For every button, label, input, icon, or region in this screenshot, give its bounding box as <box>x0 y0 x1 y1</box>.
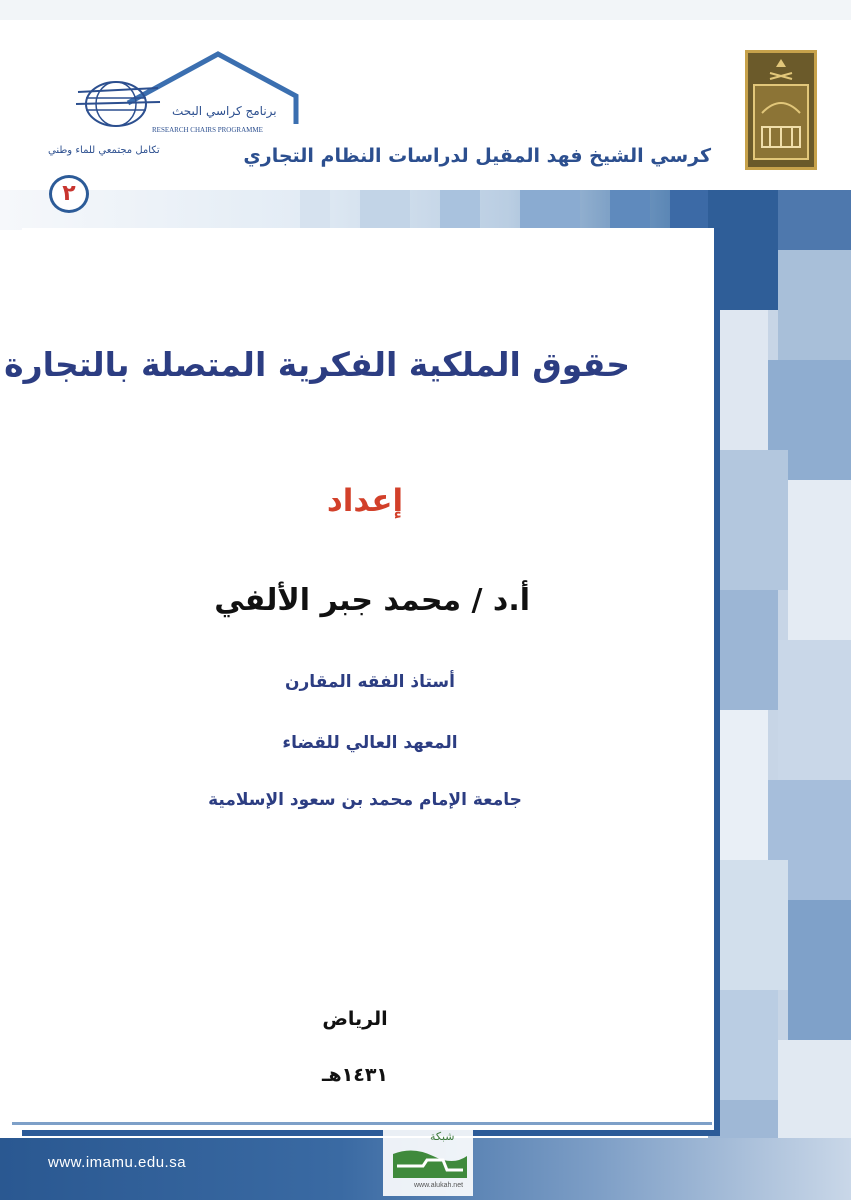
institute-name: المعهد العالي للقضاء <box>282 733 458 753</box>
publication-year: ١٤٣١هـ <box>321 1064 389 1086</box>
series-number-badge: ٢ <box>49 175 89 213</box>
program-tagline: تكامل مجتمعي للماء وطني <box>48 145 160 156</box>
bottom-rule <box>12 1122 712 1125</box>
publication-city: الرياض <box>322 1008 388 1030</box>
author-position: أستاذ الفقه المقارن <box>285 672 455 692</box>
chair-title: كرسي الشيخ فهد المقيل لدراسات النظام التجاري <box>243 145 711 167</box>
program-name-en: RESEARCH CHAIRS PROGRAMME <box>152 126 263 134</box>
watermark-site: www.alukah.net <box>414 1182 464 1189</box>
watermark-network-label: شبكة <box>430 1130 455 1143</box>
research-chairs-logo <box>68 48 308 158</box>
university-name: جامعة الإمام محمد بن سعود الإسلامية <box>208 790 522 810</box>
book-title: حقوق الملكية الفكرية المتصلة بالتجارة <box>4 345 630 384</box>
author-name: أ.د / محمد جبر الألفي <box>214 583 530 618</box>
prepared-by-label: إعداد <box>326 483 404 519</box>
top-strip <box>0 0 851 20</box>
university-emblem <box>745 50 817 170</box>
side-mosaic <box>708 190 851 1200</box>
program-name-ar: برنامج كراسي البحث <box>172 104 277 118</box>
footer-url: www.imamu.edu.sa <box>48 1154 187 1171</box>
